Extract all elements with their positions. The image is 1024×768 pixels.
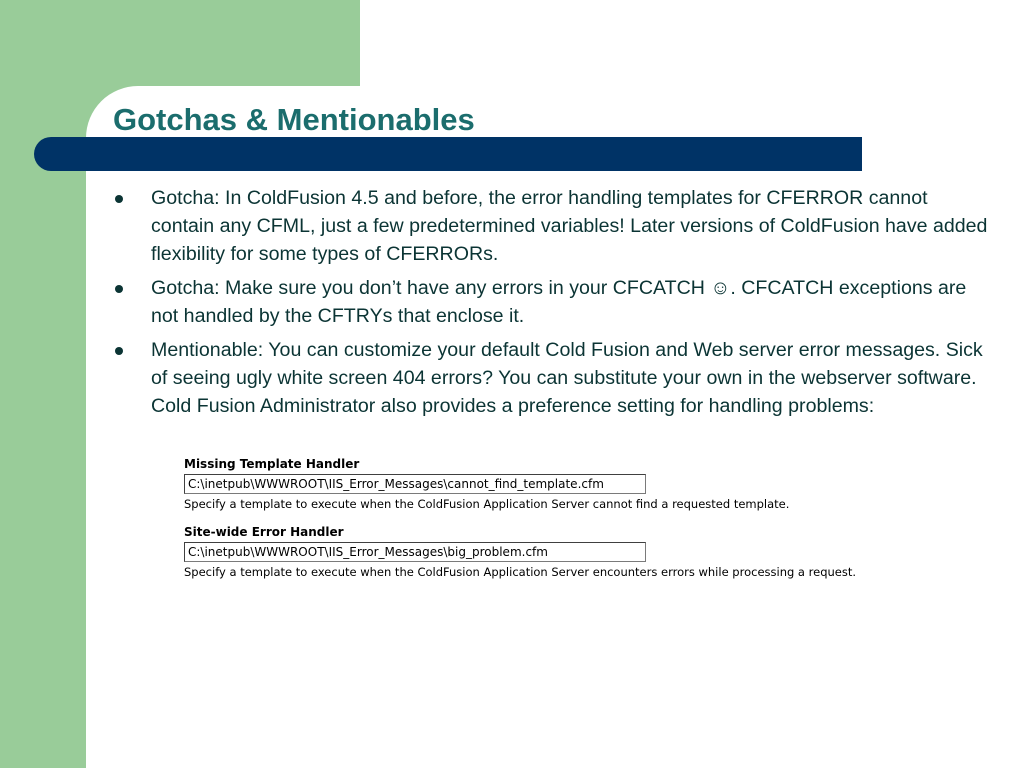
bullet-dot-icon: [115, 195, 123, 203]
missing-template-handler-input[interactable]: [184, 474, 646, 494]
slide-title: Gotchas & Mentionables: [113, 102, 475, 137]
title-bar: [34, 137, 862, 171]
bullet-list: [113, 184, 993, 426]
bullet-item-mentionable: [113, 336, 993, 420]
admin-settings-screenshot: [184, 456, 924, 592]
missing-template-handler-label: Missing Template Handler: [184, 457, 360, 471]
bullet-text: Mentionable: You can customize your default Cold Fusion and Web server error messages. Sick of seeing ugly white screen 404 errors? You can substitute your own in the webserver software. Cold Fusion Administrator also provides a preference setting for handling problems:: [151, 339, 983, 417]
site-wide-error-handler-group: [184, 524, 924, 580]
site-wide-error-handler-input[interactable]: [184, 542, 646, 562]
site-wide-error-handler-help: Specify a template to execute when the ColdFusion Application Server encounters errors while processing a request.: [184, 565, 857, 579]
bullet-text: Gotcha: Make sure you don’t have any errors in your CFCATCH ☺. CFCATCH exceptions are not handled by the CFTRYs that enclose it.: [151, 277, 967, 327]
bullet-dot-icon: [115, 285, 123, 293]
bullet-item-cfcatch: [113, 274, 993, 330]
bullet-item-cferror: [113, 184, 993, 268]
missing-template-handler-help: Specify a template to execute when the ColdFusion Application Server cannot find a requested template.: [184, 497, 790, 511]
bullet-dot-icon: [115, 347, 123, 355]
bullet-text: Gotcha: In ColdFusion 4.5 and before, the error handling templates for CFERROR cannot contain any CFML, just a few predetermined variables! Later versions of ColdFusion have added flexibility for some types of CFERRORs.: [151, 187, 988, 265]
site-wide-error-handler-label: Site-wide Error Handler: [184, 525, 344, 539]
missing-template-handler-group: [184, 456, 924, 512]
